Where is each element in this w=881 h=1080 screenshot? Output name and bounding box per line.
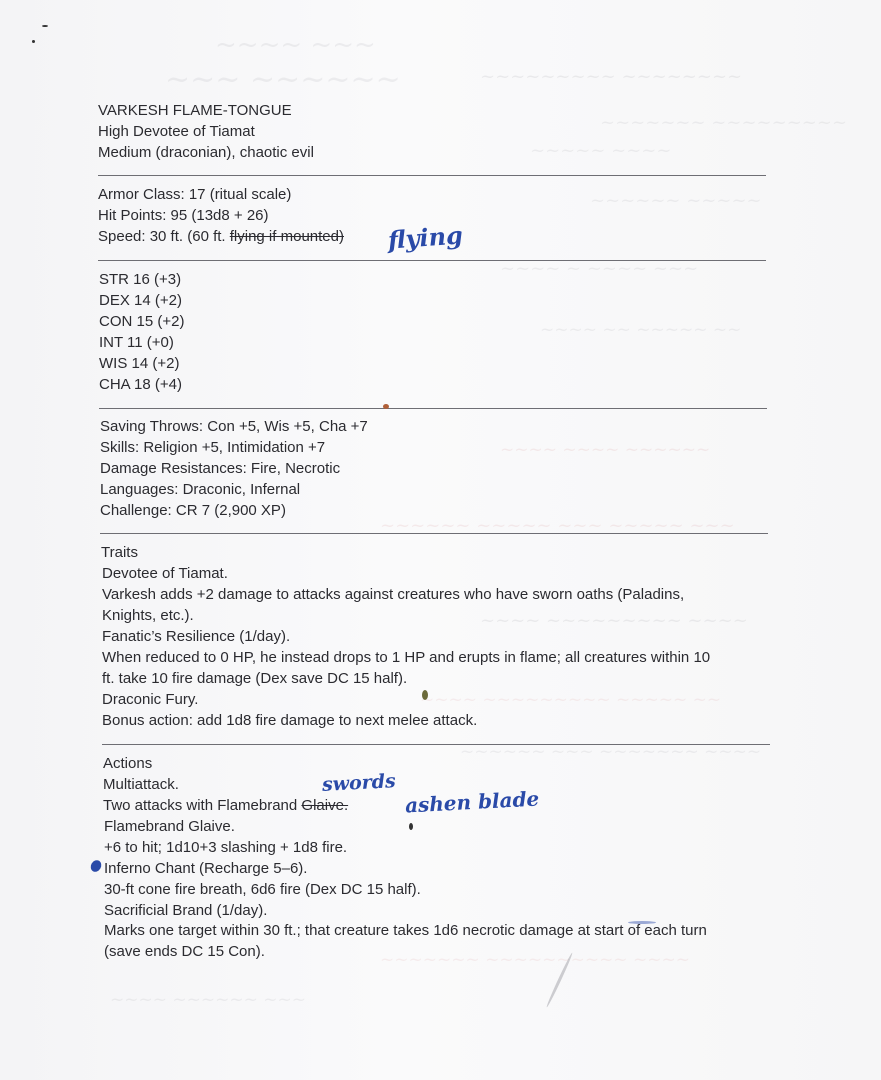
trait-line: Knights, etc.). bbox=[102, 607, 194, 624]
scan-smudge bbox=[545, 952, 573, 1008]
action-line: Marks one target within 30 ft.; that creature takes 1d6 necrotic damage at start of each turn bbox=[104, 922, 707, 939]
handwritten-flying-note: flying bbox=[387, 220, 464, 255]
ability-str: STR 16 (+3) bbox=[99, 271, 182, 288]
divider-5 bbox=[102, 744, 770, 745]
hit-points: Hit Points: 95 (13d8 + 26) bbox=[98, 207, 269, 224]
scan-smudge bbox=[628, 921, 656, 924]
trait-line: Varkesh adds +2 damage to attacks against creatures who have sworn oaths (Paladins, bbox=[102, 586, 685, 603]
ink-blot-mark bbox=[32, 40, 35, 43]
divider-4 bbox=[100, 533, 768, 534]
traits-heading: Traits bbox=[101, 544, 138, 561]
ink-blot-mark bbox=[383, 404, 389, 409]
trait-line: Bonus action: add 1d8 fire damage to next melee attack. bbox=[102, 712, 478, 729]
action-line: Flamebrand Glaive. bbox=[104, 818, 235, 835]
action-multiattack: Multiattack. bbox=[103, 776, 179, 793]
ink-blot-mark bbox=[42, 25, 48, 27]
two-attacks-struck-text: Glaive. bbox=[301, 797, 349, 814]
trait-line: Draconic Fury. bbox=[102, 691, 199, 708]
ink-blot-mark bbox=[409, 823, 413, 830]
creature-name: VARKESH FLAME-TONGUE bbox=[98, 102, 292, 119]
armor-class: Armor Class: 17 (ritual scale) bbox=[98, 186, 292, 203]
action-line: Sacrificial Brand (1/day). bbox=[104, 902, 268, 919]
action-line: 30-ft cone fire breath, 6d6 fire (Dex DC 15 half). bbox=[104, 881, 421, 898]
trait-line: When reduced to 0 HP, he instead drops to 1 HP and erupts in flame; all creatures within 10 bbox=[102, 649, 711, 666]
divider-1 bbox=[98, 175, 766, 176]
ability-cha: CHA 18 (+4) bbox=[99, 376, 182, 393]
trait-line: Devotee of Tiamat. bbox=[102, 565, 228, 582]
ink-blot-mark bbox=[422, 690, 428, 700]
ability-con: CON 15 (+2) bbox=[99, 313, 185, 330]
divider-2 bbox=[98, 260, 766, 261]
trait-line: Fanatic’s Resilience (1/day). bbox=[102, 628, 291, 645]
creature-title: High Devotee of Tiamat bbox=[98, 123, 255, 140]
action-line: (save ends DC 15 Con). bbox=[104, 943, 265, 960]
ability-dex: DEX 14 (+2) bbox=[99, 292, 182, 309]
ability-int: INT 11 (+0) bbox=[99, 334, 174, 351]
action-line: +6 to hit; 1d10+3 slashing + 1d8 fire. bbox=[104, 839, 348, 856]
two-attacks-text: Two attacks with Flamebrand bbox=[103, 797, 302, 814]
ink-blot-mark bbox=[89, 858, 104, 873]
languages: Languages: Draconic, Infernal bbox=[100, 481, 301, 498]
speed-struck-text: flying if mounted) bbox=[229, 228, 344, 245]
saving-throws: Saving Throws: Con +5, Wis +5, Cha +7 bbox=[100, 418, 368, 435]
speed-text: Speed: 30 ft. (60 ft. bbox=[98, 228, 230, 245]
action-line: Inferno Chant (Recharge 5–6). bbox=[104, 860, 308, 877]
challenge: Challenge: CR 7 (2,900 XP) bbox=[100, 502, 286, 519]
damage-resistances: Damage Resistances: Fire, Necrotic bbox=[100, 460, 341, 477]
actions-heading: Actions bbox=[103, 755, 153, 772]
handwritten-swords-note: swords bbox=[321, 770, 397, 796]
skills: Skills: Religion +5, Intimidation +7 bbox=[100, 439, 326, 456]
divider-3 bbox=[99, 408, 767, 409]
speed bbox=[98, 227, 344, 247]
handwritten-ashen-blade-note: ashen blade bbox=[404, 786, 540, 818]
action-two-attacks bbox=[103, 796, 348, 816]
paper-background: ~~~~ ~~~ ~~~ ~~~~~~ ~~~~~~~~~ ~~~~~~~~ ~~~~~~~ ~~~~~~~~~ ~~~~~ ~~~~ ~~~~~~ ~~~~~ ~~~~ ~ ~~~~ ~~~ ~~~~ ~~ ~~~~~ ~~ ~~~~ ~~~~ ~~~~~~ ~~~~~~ ~~~~~ ~~~ ~~~~~ ~~~ ~~~~ ~~~~~~~~~ ~~~~ ~~~~ ~~~~~~~~~ ~~~~~ ~~ ~~~~~~ ~~~ ~~~~~~~ ~~~~ ~~~~~~~ ~~~~~~~~~~ ~~~~ ~~~~ ~~~~~~ ~~~ VARKESH FLAME-TONGUE High Devotee of Tiamat Medium (draconian), chaotic evil Armor Class: 17 (ritual scale) Hit Points: 95 (13d8 + 26) Speed: 30 ft. (60 ft. flying if mounted) flying STR 16 (+3) DEX 14 (+2) CON 15 (+2) INT 11 (+0) WIS 14 (+2) CHA 18 (+4) Saving Throws: Con +5, Wis +5, Cha +7 Skills: Religion +5, Intimidation +7 Damage Resistances: Fire, Necrotic Languages: Draconic, Infernal Challenge: CR 7 (2,900 XP) Traits Devotee of Tiamat. Varkesh adds +2 damage to attacks against creatures who have sworn oaths (Paladins, Knights, etc.). Fanatic’s Resilience (1/day). When reduced to 0 HP, he instead drops to 1 HP and erupts in flame; all creatures within 10 ft. take 10 fire damage (Dex save DC 15 half). Draconic Fury. Bonus action: add 1d8 fire damage to next melee attack. Actions Multiattack. Two attacks with Flamebrand Glaive. swords ashen blade Flamebrand Glaive. +6 to hit; 1d10+3 slashing + 1d8 fire. Inferno Chant (Recharge 5–6). 30-ft cone fire breath, 6d6 fire (Dex DC 15 half). Sacrificial Brand (1/day). Marks one target within 30 ft.; that creature takes 1d6 necrotic damage at start of each turn (save ends DC 15 Con). bbox=[0, 0, 881, 1080]
creature-type: Medium (draconian), chaotic evil bbox=[98, 144, 314, 161]
ability-wis: WIS 14 (+2) bbox=[99, 355, 180, 372]
trait-line: ft. take 10 fire damage (Dex save DC 15 half). bbox=[102, 670, 408, 687]
